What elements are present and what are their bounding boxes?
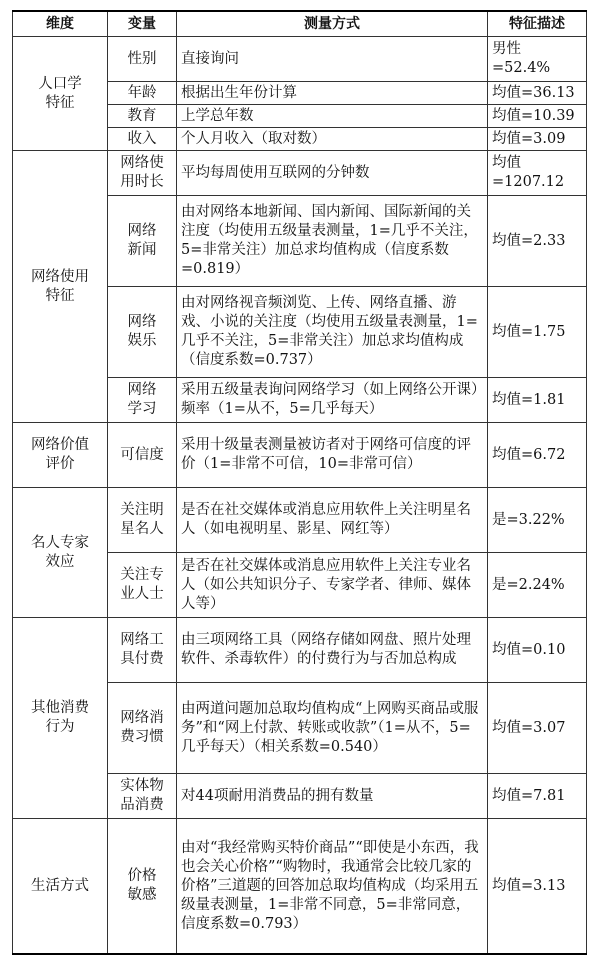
variable-cell: 网络 学习 (108, 378, 177, 423)
feature-cell: 是=2.24% (488, 553, 587, 618)
feature-cell: 均值=1.75 (488, 287, 587, 378)
feature-cell: 是=3.22% (488, 488, 587, 553)
feature-cell: 均值=10.39 (488, 105, 587, 128)
table-row (13, 819, 587, 955)
feature-cell: 均值=6.72 (488, 423, 587, 488)
variable-cell: 网络 新闻 (108, 196, 177, 287)
method-cell: 由对网络本地新闻、国内新闻、国际新闻的关注度（均使用五级量表测量，1=几乎不关注，5=非常关注）加总求均值构成（信度系数=0.819） (177, 196, 488, 287)
feature-cell: 均值=1.81 (488, 378, 587, 423)
variable-cell: 关注专 业人士 (108, 553, 177, 618)
variable-cell: 网络使 用时长 (108, 151, 177, 196)
method-cell: 采用五级量表询问网络学习（如上网络公开课）频率（1=从不，5=几乎每天） (177, 378, 488, 423)
variable-cell: 网络 娱乐 (108, 287, 177, 378)
variable-cell: 网络工 具付费 (108, 618, 177, 683)
variable-cell: 性别 (108, 37, 177, 82)
table-row (13, 488, 587, 553)
feature-cell: 均值=3.13 (488, 819, 587, 955)
method-cell: 根据出生年份计算 (177, 82, 488, 105)
table-row (13, 618, 587, 683)
table-row (13, 37, 587, 82)
table-row (13, 151, 587, 196)
method-cell: 直接询问 (177, 37, 488, 82)
variable-cell: 网络消 费习惯 (108, 683, 177, 774)
method-cell: 是否在社交媒体或消息应用软件上关注明星名人（如电视明星、影星、网红等） (177, 488, 488, 553)
method-cell: 由三项网络工具（网络存储如网盘、照片处理软件、杀毒软件）的付费行为与否加总构成 (177, 618, 488, 683)
measurement-table (12, 10, 587, 955)
variable-cell: 教育 (108, 105, 177, 128)
feature-cell: 均值=3.09 (488, 128, 587, 151)
dimension-cell: 网络使用 特征 (13, 151, 108, 423)
method-cell: 平均每周使用互联网的分钟数 (177, 151, 488, 196)
method-cell: 由两道问题加总取均值构成“上网购买商品或服务”和“网上付款、转账或收款”（1=从不，5=几乎每天）（相关系数=0.540） (177, 683, 488, 774)
feature-cell: 均值=7.81 (488, 774, 587, 819)
dimension-cell: 生活方式 (13, 819, 108, 955)
header-row (13, 11, 587, 37)
table-row (13, 423, 587, 488)
method-cell: 个人月收入（取对数） (177, 128, 488, 151)
variable-cell: 年龄 (108, 82, 177, 105)
feature-cell: 均值=2.33 (488, 196, 587, 287)
dimension-cell: 其他消费 行为 (13, 618, 108, 819)
dimension-cell: 网络价值 评价 (13, 423, 108, 488)
variable-cell: 收入 (108, 128, 177, 151)
dimension-cell: 人口学 特征 (13, 37, 108, 151)
variable-cell: 关注明 星名人 (108, 488, 177, 553)
feature-cell: 均值=0.10 (488, 618, 587, 683)
method-cell: 由对“我经常购买特价商品”“即使是小东西，我也会关心价格”“购物时，我通常会比较几家的价格”三道题的回答加总取均值构成（均采用五级量表测量，1=非常不同意，5=非常同意，信度系数=0.793） (177, 819, 488, 955)
feature-cell: 均值 =1207.12 (488, 151, 587, 196)
method-cell: 上学总年数 (177, 105, 488, 128)
method-cell: 对44项耐用消费品的拥有数量 (177, 774, 488, 819)
method-cell: 由对网络视音频浏览、上传、网络直播、游戏、小说的关注度（均使用五级量表测量，1=几乎不关注，5=非常关注）加总求均值构成（信度系数=0.737） (177, 287, 488, 378)
header-feature: 特征描述 (488, 11, 587, 37)
variable-cell: 价格 敏感 (108, 819, 177, 955)
header-method: 测量方式 (177, 11, 488, 37)
variable-cell: 实体物 品消费 (108, 774, 177, 819)
dimension-cell: 名人专家 效应 (13, 488, 108, 618)
feature-cell: 均值=36.13 (488, 82, 587, 105)
feature-cell: 均值=3.07 (488, 683, 587, 774)
method-cell: 是否在社交媒体或消息应用软件上关注专业名人（如公共知识分子、专家学者、律师、媒体人等） (177, 553, 488, 618)
method-cell: 采用十级量表测量被访者对于网络可信度的评价（1=非常不可信，10=非常可信） (177, 423, 488, 488)
header-variable: 变量 (108, 11, 177, 37)
feature-cell: 男性 =52.4% (488, 37, 587, 82)
variable-cell: 可信度 (108, 423, 177, 488)
header-dimension: 维度 (13, 11, 108, 37)
